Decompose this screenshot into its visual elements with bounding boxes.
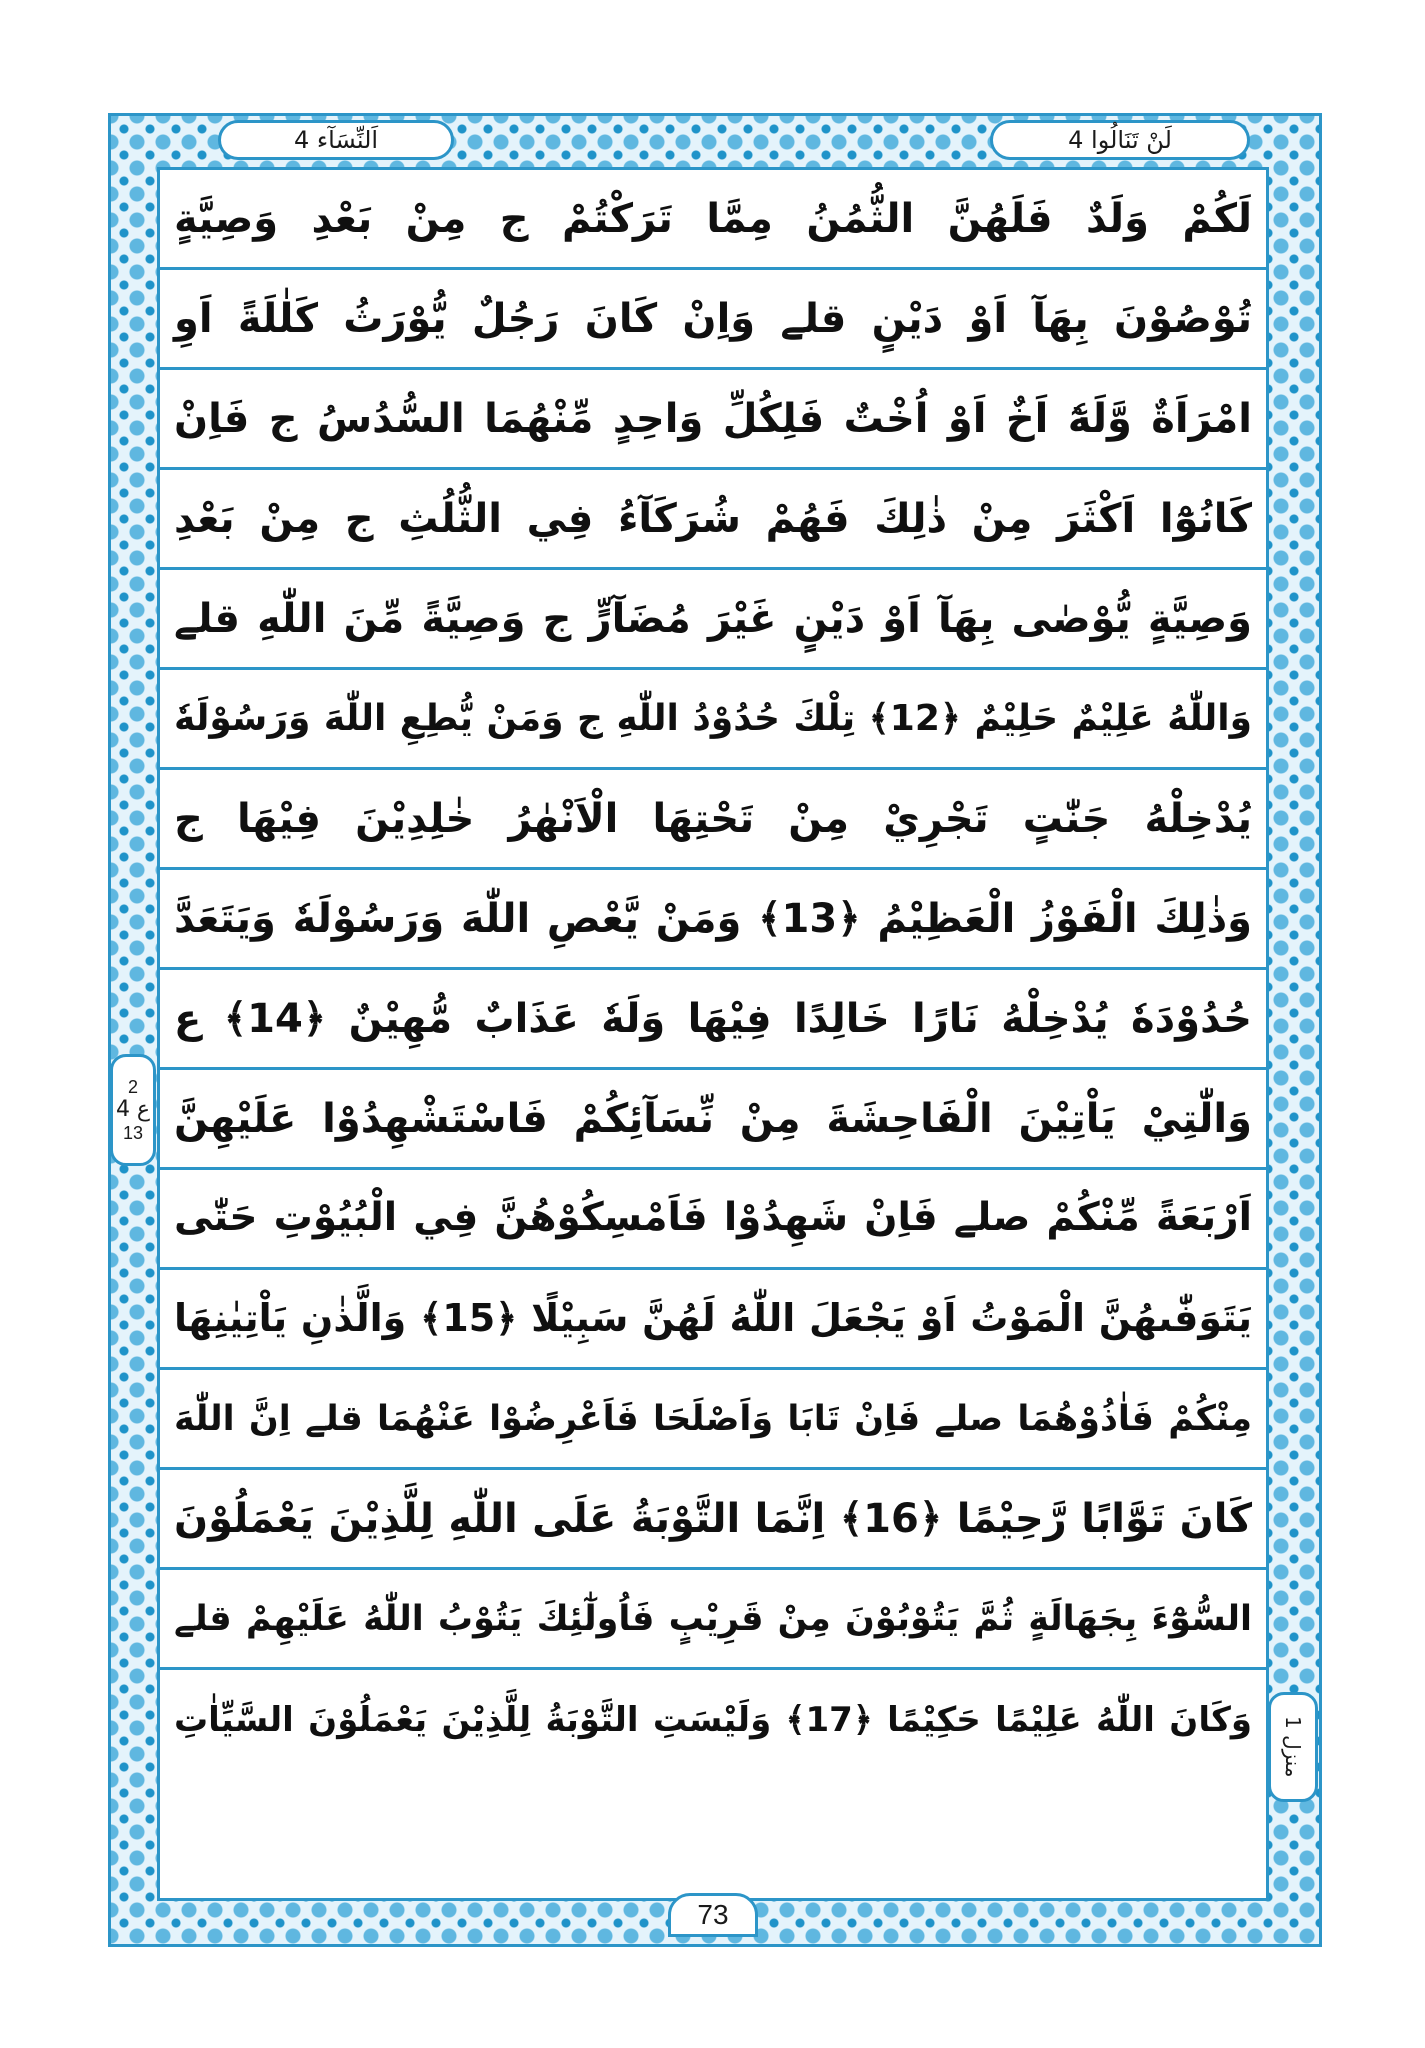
- page-number-text: 73: [697, 1899, 729, 1930]
- verse-line: [160, 770, 1266, 870]
- verse-line: [160, 1570, 1266, 1670]
- surah-header: [218, 120, 454, 160]
- verse-line: [160, 1670, 1266, 1770]
- verse-line-text: وَذٰلِكَ الْفَوْزُ الْعَظِيْمُ ﴿13﴾ وَمَنْ يَّعْصِ اللّٰهَ وَرَسُوْلَهٗ وَيَتَعَدَّ: [174, 895, 1252, 942]
- verse-line: [160, 1370, 1266, 1470]
- verse-line: [160, 1270, 1266, 1370]
- verse-line-text: لَكُمْ وَلَدٌ فَلَهُنَّ الثُّمُنُ مِمَّا تَرَكْتُمْ ج مِنْ بَعْدِ وَصِيَّةٍ: [174, 195, 1252, 242]
- verse-line: [160, 270, 1266, 370]
- ruku-marker: [110, 1054, 156, 1166]
- verse-line-text: امْرَاَةٌ وَّلَهٗٓ اَخٌ اَوْ اُخْتٌ فَلِكُلِّ وَاحِدٍ مِّنْهُمَا السُّدُسُ ج فَاِنْ: [174, 395, 1252, 442]
- verse-line-text: وَصِيَّةٍ يُّوْصٰى بِهَآ اَوْ دَيْنٍ غَيْرَ مُضَآرٍّ ج وَصِيَّةً مِّنَ اللّٰهِ قلے: [174, 595, 1252, 642]
- verse-line: [160, 170, 1266, 270]
- verse-line-text: اَرْبَعَةً مِّنْكُمْ صلے فَاِنْ شَهِدُوْا فَاَمْسِكُوْهُنَّ فِي الْبُيُوْتِ حَتّٰى: [174, 1195, 1252, 1241]
- verse-lines: [160, 170, 1266, 1770]
- verse-line-text: السُّوْٓءَ بِجَهَالَةٍ ثُمَّ يَتُوْبُوْنَ مِنْ قَرِيْبٍ فَاُولٰٓئِكَ يَتُوْبُ اللّٰهُ عَلَيْهِمْ قلے: [174, 1598, 1252, 1639]
- surah-label: اَلنِّسَآء 4: [293, 126, 379, 154]
- manzil-marker: [1268, 1692, 1318, 1802]
- juz-label: لَنْ تَنَالُوا 4: [1068, 126, 1172, 154]
- ruku-middle: ع 4: [115, 1097, 151, 1123]
- verse-line: [160, 970, 1266, 1070]
- verse-line-text: مِنْكُمْ فَاٰذُوْهُمَا صلے فَاِنْ تَابَا وَاَصْلَحَا فَاَعْرِضُوْا عَنْهُمَا قلے اِنَّ اللّٰهَ: [174, 1398, 1252, 1439]
- verse-line-text: يَتَوَفّٰىهُنَّ الْمَوْتُ اَوْ يَجْعَلَ اللّٰهُ لَهُنَّ سَبِيْلًا ﴿15﴾ وَالَّذٰنِ يَاْتِيٰنِهَا: [174, 1295, 1252, 1340]
- juz-header: [990, 120, 1250, 160]
- verse-line-text: حُدُوْدَهٗ يُدْخِلْهُ نَارًا خَالِدًا فِيْهَا وَلَهٗ عَذَابٌ مُّهِيْنٌ ﴿14﴾ ع: [174, 995, 1252, 1042]
- verse-line: [160, 1070, 1266, 1170]
- verse-line: [160, 1170, 1266, 1270]
- verse-line-text: تُوْصُوْنَ بِهَآ اَوْ دَيْنٍ قلے وَاِنْ كَانَ رَجُلٌ يُّوْرَثُ كَلٰلَةً اَوِ: [174, 295, 1252, 342]
- verse-line: [160, 670, 1266, 770]
- page-number: [668, 1893, 758, 1937]
- verse-line-text: وَالّٰتِيْ يَاْتِيْنَ الْفَاحِشَةَ مِنْ نِّسَآئِكُمْ فَاسْتَشْهِدُوْا عَلَيْهِنَّ: [174, 1095, 1252, 1142]
- manzil-label: منزل 1: [1281, 1716, 1305, 1778]
- ruku-bottom: 13: [122, 1122, 144, 1143]
- verse-line: [160, 870, 1266, 970]
- verse-line-text: وَاللّٰهُ عَلِيْمٌ حَلِيْمٌ ﴿12﴾ تِلْكَ حُدُوْدُ اللّٰهِ ج وَمَنْ يُّطِعِ اللّٰهَ وَرَسُوْلَهٗ: [174, 697, 1252, 739]
- verse-line-text: يُدْخِلْهُ جَنّٰتٍ تَجْرِيْ مِنْ تَحْتِهَا الْاَنْهٰرُ خٰلِدِيْنَ فِيْهَا ج: [174, 795, 1252, 842]
- ruku-top: 2: [127, 1076, 138, 1097]
- verse-line-text: وَكَانَ اللّٰهُ عَلِيْمًا حَكِيْمًا ﴿17﴾ وَلَيْسَتِ التَّوْبَةُ لِلَّذِيْنَ يَعْمَلُوْنَ السَّيِّاٰتِ: [174, 1699, 1252, 1740]
- verse-line-text: كَانَ تَوَّابًا رَّحِيْمًا ﴿16﴾ اِنَّمَا التَّوْبَةُ عَلَى اللّٰهِ لِلَّذِيْنَ يَعْمَلُوْنَ: [174, 1495, 1252, 1542]
- verse-line: [160, 1470, 1266, 1570]
- verse-line: [160, 470, 1266, 570]
- verse-line: [160, 570, 1266, 670]
- verse-line: [160, 370, 1266, 470]
- verse-line-text: كَانُوْٓا اَكْثَرَ مِنْ ذٰلِكَ فَهُمْ شُرَكَآءُ فِي الثُّلُثِ ج مِنْ بَعْدِ: [174, 495, 1252, 542]
